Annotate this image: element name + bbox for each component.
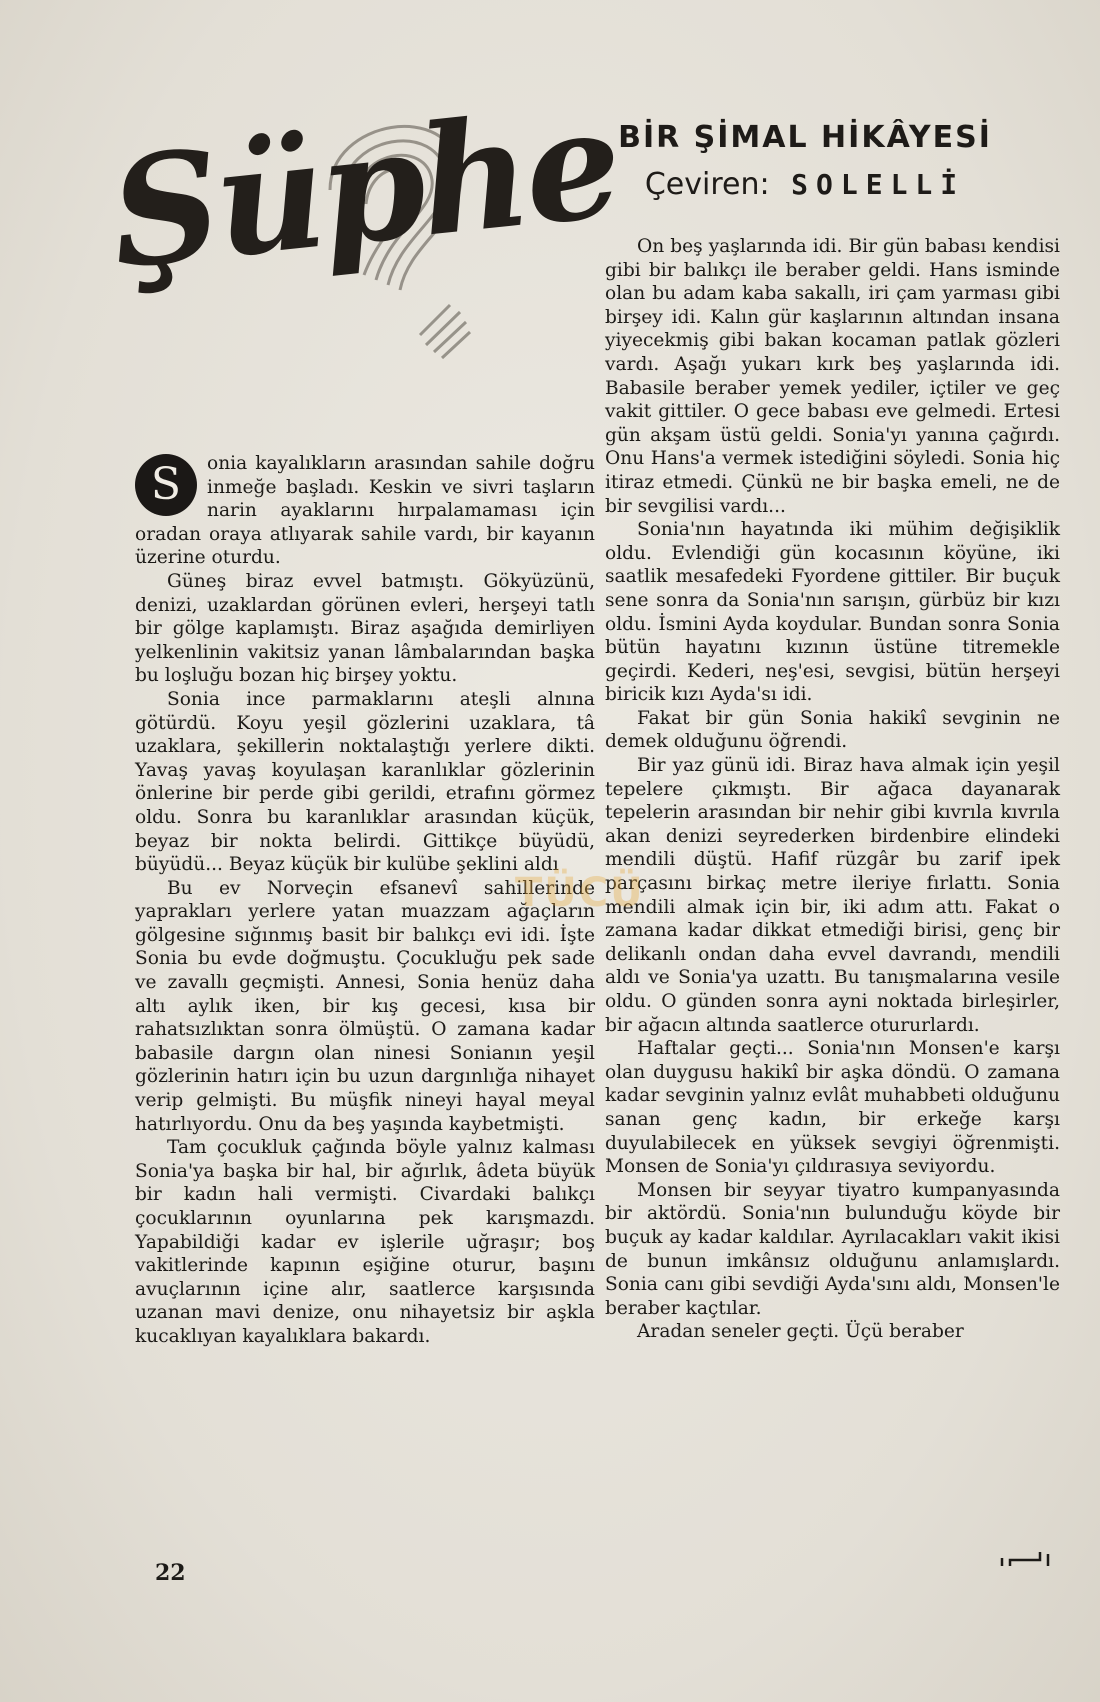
paragraph: Haftalar geçti... Sonia'nın Monsen'e karşı olan duygusu hakikî bir aşka döndü. O zamana kadar sevginin yalnız evlât muhabbeti olduğunu sanan genç kadın, bir erkeğe karşı duyulabilecek en yüksek sevgiyi öğrenmişti. Monsen de Sonia'yı çıldırasıya seviyordu.: [605, 1038, 1060, 1178]
page-number: 22: [155, 1560, 186, 1586]
paragraph: Fakat bir gün Sonia hakikî sevginin ne demek olduğunu öğrendi.: [605, 707, 1060, 753]
story-subtitle: BİR ŞİMAL HİKÂYESİ: [618, 120, 992, 155]
paragraph: Bir yaz günü idi. Biraz hava almak için yeşil tepelere çıkmıştı. Bir ağaca dayanarak tepelerin arasından bir nehir gibi kıvrıla kıvrıla akan denizi seyrederken birdenbire elindeki mendili düştü. Hafif rüzgâr bu zarif ipek parçasını birkaç metre ileriye fırlattı. Sonia mendili almak için bir, iki adım attı. Fakat o zamana kadar dikkat etmediği birisi, genç bir delikanlı ondan daha evvel davrandı, mendili aldı ve Sonia'ya uzattı. Bu tanışmalarına vesile oldu. O günden sonra ayni noktada birleşirler, bir ağacın altında saatlerce otururlardı.: [605, 755, 1060, 1036]
watermark: TÜCÜ: [515, 870, 645, 916]
paragraph: Monsen bir seyyar tiyatro kumpanyasında bir aktördü. Sonia'nın bulunduğu köyde bir buçuk ay kadar kaldılar. Ayrılacakları vakit ikisi de bunun imkânsız olduğunu anlamışlardı. Sonia canı gibi sevdiği Ayda'sını aldı, Monsen'le beraber kaçtılar.: [605, 1179, 1060, 1319]
translator-name: SOLELLİ: [791, 168, 966, 201]
translator-line: [605, 167, 1005, 202]
paragraph: Güneş biraz evvel batmıştı. Gökyüzünü, denizi, uzaklardan görünen evleri, herşeyi tatlı bir gölge kaplamıştı. Biraz aşağıda demirliyen yelkenlinin vakitsiz yanan lâmbalarından başka bu loşluğu bozan hiç birşey yoktu.: [135, 570, 595, 687]
right-column: [605, 235, 1060, 1344]
translator-label: Çeviren:: [644, 167, 770, 202]
paragraph: S onia kayalıkların arasından sahile doğru inmeğe başladı. Keskin ve sivri taşların narin ayaklarını hırpalamaması için oradan oraya atlıyarak sahile vardı, bir kayanın üzerine oturdu.: [135, 453, 595, 569]
paragraph: Sonia ince parmaklarını ateşli alnına götürdü. Koyu yeşil gözlerini uzaklara, tâ uzaklara, şekillerin noktalaştığı yerlere dikti. Yavaş yavaş koyulaşan karanlıklar gözlerinin önlerine bir perde gibi gerildi, etrafını görmez oldu. Sonra bu karanlıklar arasından küçük, beyaz bir nokta belirdi. Gittikçe büyüdü, büyüdü... Beyaz küçük bir kulübe şeklini aldı: [135, 688, 595, 876]
paragraph: On beş yaşlarında idi. Bir gün babası kendisi gibi bir balıkçı ile beraber geldi. Hans isminde olan bu adam kaba sakallı, iri çam yarması gibi birşey idi. Kalın gür kaşlarının altından insana yiyecekmiş gibi bakan kocaman patlak gözleri vardı. Aşağı yukarı kırk beş yaşlarında idi. Babasile beraber yemek yediler, içtiler ve geç vakit gittiler. O gece babası eve gelmedi. Ertesi gün akşam üstü geldi. Sonia'yı yanına çağırdı. Onu Hans'a vermek istediğini söyledi. Sonia hiç itiraz etmedi. Çünkü ne bir başka emeli, ne de bir sevgilisi vardı...: [605, 236, 1060, 517]
paragraph: Bu ev Norveçin efsanevî sahillerinde yaprakları yerlere yatan muazzam ağaçların gölgesine sığınmış basit bir balıkçı evi idi. İşte Sonia bu evde doğmuştu. Çocukluğu pek sade ve zavallı geçmişti. Annesi, Sonia henüz daha altı aylık iken, bir kış gecesi, kısa bir rahatsızlıktan sonra ölmüştü. O zamana kadar babasile dargın olan ninesi Sonianın yeşil gözlerinin hatırı için bu uzun dargınlığa nihayet verip gelmişti. Bu müşfik nineyi hayal meyal hatırlıyordu. Onu da beş yaşında kaybetmişti.: [135, 877, 595, 1135]
drop-cap: S: [135, 454, 197, 516]
story-title: Şüphe: [102, 74, 626, 303]
story-header: [605, 120, 1005, 202]
paragraph: Sonia'nın hayatında iki mühim değişiklik oldu. Evlendiği gün kocasının köyüne, iki saatlik mesafedeki Fyordene gittiler. Bir buçuk sene sonra da Sonia'nın sarışın, gürbüz bir kızı oldu. İsmini Ayda koydular. Bundan sonra Sonia bütün hayatını kızının üstüne titremekle geçirdi. Kederi, neş'esi, sevgisi, bütün herşeyi biricik kızı Ayda'sı idi.: [605, 519, 1060, 706]
paragraph: Tam çocukluk çağında böyle yalnız kalması Sonia'ya başka bir hal, bir ağırlık, âdeta büyük bir kadın hali vermişti. Civardaki balıkçı çocuklarının oyunlarına pek karışmazdı. Yapabildiği kadar ev işlerile uğraşır; boş vakitlerinde kapının eşiğine oturur, başını avuçlarının içine alır, saatlerce karşısında uzanan mavi denize, onu nihayetsiz bir aşkla kucaklıyan kayalıklara bakardı.: [135, 1137, 595, 1347]
paragraph: Aradan seneler geçti. Üçü beraber: [637, 1321, 964, 1343]
title-artwork: [102, 74, 626, 420]
continuation-mark-icon: [1000, 1548, 1060, 1570]
